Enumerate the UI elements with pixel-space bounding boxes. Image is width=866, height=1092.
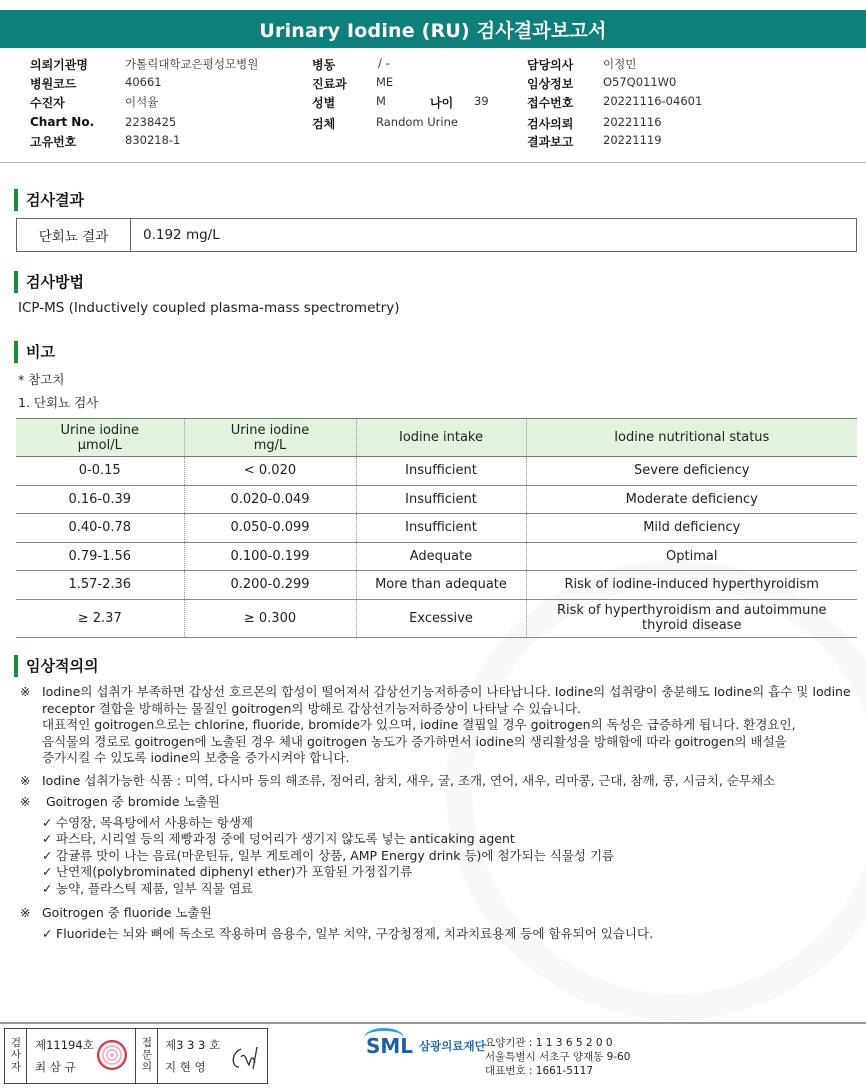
age-label: 나이 bbox=[430, 96, 454, 110]
list-item: ✓ 수영장, 목욕탕에서 사용하는 항생제 bbox=[42, 814, 254, 830]
list-item: ✓ 감귤류 맛이 나는 음료(마운틴듀, 일부 게토레이 상품, AMP Energy drink 등)에 첨가되는 식물성 기름 bbox=[42, 847, 615, 863]
reference-mark-icon: ※ bbox=[20, 772, 31, 788]
cell-umol: 0.79-1.56 bbox=[16, 542, 184, 571]
cell-status: Risk of iodine-induced hyperthyroidism bbox=[526, 571, 857, 600]
cell-mgl: ≥ 0.300 bbox=[184, 599, 356, 637]
check-icon: ✓ bbox=[42, 880, 53, 896]
bromide-list bbox=[18, 815, 858, 898]
table-header-row bbox=[16, 419, 857, 457]
ward-label: 병동 bbox=[312, 58, 336, 72]
examiner-vertical-label: 검 사 자 bbox=[10, 1037, 22, 1073]
header-status: Iodine nutritional status bbox=[526, 419, 857, 457]
report-title: Urinary Iodine (RU) 검사결과보고서 bbox=[0, 10, 866, 48]
clinical-significance bbox=[18, 684, 858, 942]
table-row bbox=[16, 571, 857, 600]
cell-mgl: < 0.020 bbox=[184, 457, 356, 486]
check-icon: ✓ bbox=[42, 831, 53, 846]
chart-value: 2238425 bbox=[125, 115, 177, 129]
dept-label: 진료과 bbox=[312, 77, 347, 91]
institution-value: 가톨릭대학교은평성모병원 bbox=[125, 57, 259, 71]
cell-umol: ≥ 2.37 bbox=[16, 599, 184, 637]
reviewer-name: 지 현 영 bbox=[165, 1060, 206, 1074]
clinical-paragraph-2: ※ Iodine 섭취가능한 식품 : 미역, 다시마 등의 해조류, 정어리, 참치, 새우, 굴, 조개, 연어, 새우, 리마콩, 근대, 참깨, 콩, 시금치, 순무채소 bbox=[20, 772, 776, 788]
header-divider bbox=[0, 162, 866, 163]
seal-icon bbox=[97, 1040, 127, 1070]
examiner-name: 최 삼 규 bbox=[35, 1060, 76, 1074]
bromide-title: ※ Goitrogen 중 bromide 노출원 bbox=[20, 794, 220, 809]
sml-logo bbox=[366, 1034, 486, 1058]
header-mgl: Urine iodine mg/L bbox=[184, 419, 356, 457]
unique-label: 고유번호 bbox=[30, 135, 77, 149]
check-icon: ✓ bbox=[42, 847, 53, 863]
chart-label: Chart No. bbox=[30, 115, 95, 129]
section-method-title: 검사방법 bbox=[14, 271, 84, 293]
header-intake: Iodine intake bbox=[356, 419, 526, 457]
section-clinical-title: 임상적의의 bbox=[14, 655, 98, 677]
cell-umol: 0.40-0.78 bbox=[16, 514, 184, 543]
unique-value: 830218-1 bbox=[125, 133, 181, 147]
cell-umol: 0.16-0.39 bbox=[16, 485, 184, 514]
clinical-info-label: 임상정보 bbox=[527, 77, 574, 91]
patient-label: 수진자 bbox=[30, 96, 65, 110]
signature-icon bbox=[227, 1043, 263, 1073]
cell-mgl: 0.100-0.199 bbox=[184, 542, 356, 571]
org-line-2: 서울특별시 서초구 양재동 9-60 bbox=[485, 1051, 631, 1063]
institution-label: 의뢰기관명 bbox=[30, 58, 88, 72]
hospital-code-value: 40661 bbox=[125, 75, 162, 89]
reference-table bbox=[16, 418, 857, 638]
result-value: 0.192 mg/L bbox=[143, 227, 220, 243]
examiner-number: 제11194호 bbox=[35, 1038, 94, 1052]
list-item: ✓ Fluoride는 뇌와 뼈에 독소로 작용하며 음용수, 일부 치약, 구강청정제, 치과치료용제 등에 함유되어 있습니다. bbox=[42, 925, 654, 941]
organization-info bbox=[485, 1036, 630, 1078]
request-label: 검사의뢰 bbox=[527, 117, 574, 131]
cell-status: Severe deficiency bbox=[526, 457, 857, 486]
age-value: 39 bbox=[474, 94, 489, 108]
section-note-title: 비고 bbox=[14, 341, 55, 363]
reviewer-number: 제3 3 3 호 bbox=[165, 1038, 221, 1052]
report-value: 20221119 bbox=[603, 133, 662, 147]
footer-divider bbox=[0, 1022, 866, 1024]
cell-intake: Insufficient bbox=[356, 457, 526, 486]
cell-status: Moderate deficiency bbox=[526, 485, 857, 514]
specimen-label: 검체 bbox=[312, 117, 336, 131]
request-value: 20221116 bbox=[603, 115, 662, 129]
table-row bbox=[16, 457, 857, 486]
patient-info bbox=[0, 56, 866, 156]
receipt-value: 20221116-04601 bbox=[603, 94, 703, 108]
check-icon: ✓ bbox=[42, 814, 53, 830]
cell-intake: Insufficient bbox=[356, 514, 526, 543]
header-umol: Urine iodine μmol/L bbox=[16, 419, 184, 457]
fluoride-list bbox=[18, 926, 858, 943]
list-item: ✓ 파스타, 시리얼 등의 제빵과정 중에 덩어리가 생기지 않도록 넣는 anticaking agent bbox=[42, 831, 515, 846]
reference-mark-icon: ※ bbox=[20, 794, 31, 809]
signature-box bbox=[4, 1028, 268, 1084]
doctor-label: 담당의사 bbox=[527, 58, 574, 72]
table-row bbox=[16, 599, 857, 637]
reviewer-vertical-label: 접 문 의 bbox=[141, 1037, 153, 1073]
dept-value: ME bbox=[376, 75, 394, 89]
cell-umol: 1.57-2.36 bbox=[16, 571, 184, 600]
cell-mgl: 0.020-0.049 bbox=[184, 485, 356, 514]
note-line-2: 1. 단회뇨 검사 bbox=[18, 395, 99, 410]
check-icon: ✓ bbox=[42, 925, 53, 941]
table-row bbox=[16, 542, 857, 571]
table-row bbox=[16, 514, 857, 543]
list-item: ✓ 난연제(polybrominated diphenyl ether)가 포함된 가정집기류 bbox=[42, 864, 413, 879]
cell-umol: 0-0.15 bbox=[16, 457, 184, 486]
clinical-info-value: O57Q011W0 bbox=[603, 75, 677, 89]
cell-intake: Insufficient bbox=[356, 485, 526, 514]
patient-value: 이석율 bbox=[125, 95, 159, 109]
specimen-value: Random Urine bbox=[376, 115, 458, 129]
logo-name: 삼광의료재단 bbox=[419, 1039, 486, 1053]
receipt-label: 접수번호 bbox=[527, 96, 574, 110]
cell-intake: Excessive bbox=[356, 599, 526, 637]
note-line-1: * 참고치 bbox=[18, 372, 65, 387]
report-label: 결과보고 bbox=[527, 135, 574, 149]
cell-mgl: 0.050-0.099 bbox=[184, 514, 356, 543]
logo-mark: SML bbox=[366, 1034, 413, 1058]
fluoride-title: ※ Goitrogen 중 fluoride 노출원 bbox=[20, 905, 212, 920]
hospital-code-label: 병원코드 bbox=[30, 77, 77, 91]
reference-mark-icon: ※ bbox=[20, 905, 31, 920]
cell-status: Mild deficiency bbox=[526, 514, 857, 543]
list-item: ✓ 농약, 플라스틱 제품, 일부 직물 염료 bbox=[42, 880, 253, 896]
clinical-paragraph-1: ※ Iodine의 섭취가 부족하면 갑상선 호르몬의 합성이 떨어져서 갑상선기능저하증이 나타납니다. Iodine의 섭취량이 충분해도 Iodine의 흡수 및 Iodine receptor 결합을 방해하는 물질인 goitrogen의 방해로 갑상선기능저하증상이 나타날 수 있습니다. 대표적인 goitrogen으로는 chlorine, fluoride, bromide가 있으며, iodine 결핍일 경우 goitrogen의 독성은 급증하게 됩니다. 환경요인, 음식물의 경로로 goitrogen에 노출된 경우 체내 goitrogen 농도가 증가하면서 iodine의 생리활성을 방해함에 따라 goitrogen의 배설을 증가시킬 수 있도록 iodine의 보충을 증가시켜야 합니다. bbox=[20, 684, 851, 765]
table-row bbox=[16, 485, 857, 514]
doctor-value: 이정민 bbox=[603, 57, 637, 71]
cell-intake: More than adequate bbox=[356, 571, 526, 600]
org-line-1: 요양기관 : 1 1 3 6 5 2 0 0 bbox=[485, 1037, 613, 1049]
result-label: 단회뇨 결과 bbox=[17, 219, 131, 251]
sex-label: 성별 bbox=[312, 96, 336, 110]
cell-status: Risk of hyperthyroidism and autoimmune thyroid disease bbox=[526, 599, 857, 637]
reference-mark-icon: ※ bbox=[20, 684, 31, 699]
sex-value: M bbox=[376, 94, 386, 108]
check-icon: ✓ bbox=[42, 864, 53, 879]
cell-mgl: 0.200-0.299 bbox=[184, 571, 356, 600]
org-line-3: 대표번호 : 1661-5117 bbox=[485, 1065, 594, 1077]
cell-intake: Adequate bbox=[356, 542, 526, 571]
method-text: ICP-MS (Inductively coupled plasma-mass spectrometry) bbox=[18, 300, 400, 316]
section-result-title: 검사결과 bbox=[14, 189, 84, 211]
result-box bbox=[16, 218, 857, 252]
cell-status: Optimal bbox=[526, 542, 857, 571]
ward-value: / - bbox=[378, 56, 390, 70]
